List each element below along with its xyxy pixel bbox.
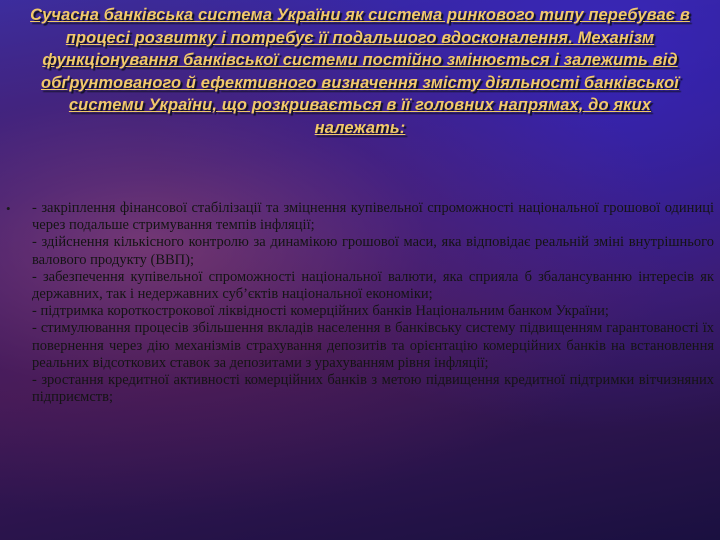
bullet-marker: •	[6, 201, 11, 216]
list-item: - підтримка короткострокової ліквідності комерційних банків Національним банком України;	[32, 303, 609, 320]
list-item: - забезпечення купівельної спроможності національної валюти, яка сприяла б збалансуванню інтересів як державних, так і недержавних суб’єктів національної економіки;	[32, 268, 714, 303]
list-item: - здійснення кількісного контролю за динамікою грошової маси, яка відповідає реальній зміні внутрішнього валового продукту (ВВП);	[32, 234, 714, 268]
slide-title: Сучасна банківська система України як система ринкового типу перебуває в процесі розвитку і потребує її подальшого вдосконалення. Механізм функціонування банківської системи постійно змінюється і залежить від обґрунтованого й ефективного визначення змісту діяльності банківської системи України, що розкривається в її головних напрямах, до яких належать:	[30, 6, 690, 137]
list-item: - стимулювання процесів збільшення вкладів населення в банківську систему підвищенням гарантованості їх повернення через дію механізмів страхування депозитів та орієнтацію комерційних банків на встановлення реальних відсоткових ставок за депозитами з урахуванням рівня інфляції;	[32, 320, 714, 371]
list-item: - закріплення фінансової стабілізації та зміцнення купівельної спроможності національної грошової одиниці через подальше стримування темпів інфляції;	[32, 200, 714, 234]
list-item: - зростання кредитної активності комерційних банків з метою підвищення кредитної підтримки вітчизняних підприємств;	[32, 372, 714, 406]
body-text	[32, 200, 714, 406]
